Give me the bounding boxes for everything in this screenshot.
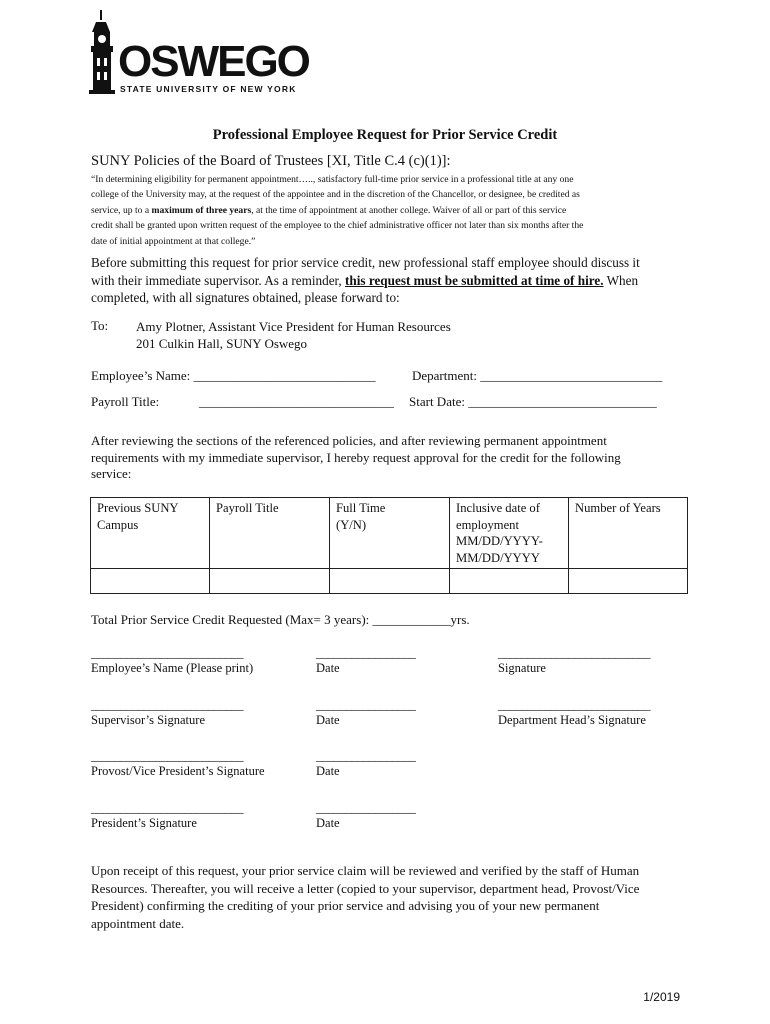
cell-inclusive-dates[interactable] <box>450 569 569 594</box>
logo-wordmark: OSWEGO <box>118 37 309 86</box>
revision-date: 1/2019 <box>643 990 680 1004</box>
quote-line: credit shall be granted upon written request of the employee to the chief administrative officer not later than six months after the <box>91 220 584 232</box>
col-previous-campus: Previous SUNY Campus <box>91 498 210 569</box>
supervisor-signature-label: Supervisor’s Signature <box>91 713 205 727</box>
col-payroll-title: Payroll Title <box>210 498 330 569</box>
time-of-hire-notice: this request must be submitted at time of hire. <box>345 272 604 288</box>
max-three-years: maximum of three years <box>151 204 252 216</box>
total-credit-field[interactable]: Total Prior Service Credit Requested (Max= 3 years): ____________yrs. <box>91 612 470 627</box>
department-field[interactable]: Department: ____________________________ <box>412 368 663 383</box>
payroll-title-field[interactable]: ______________________________ <box>199 394 394 409</box>
page-title: Professional Employee Request for Prior Service Credit <box>212 127 558 143</box>
date-line[interactable]: _________________ <box>316 698 416 712</box>
quote-line: “In determining eligibility for permanent appointment….., satisfactory full-time prior service in a professional title at any one <box>91 174 574 185</box>
recipient-address: Amy Plotner, Assistant Vice President for Human Resources 201 Culkin Hall, SUNY Oswego <box>136 319 451 351</box>
cell-previous-campus[interactable] <box>91 569 210 594</box>
review-paragraph: After reviewing the sections of the referenced policies, and after reviewing permanent appointment requirements with my immediate supervisor, I hereby request approval for the credit for the following service: <box>91 433 621 481</box>
start-date-field[interactable]: Start Date: _____________________________ <box>409 394 657 409</box>
date-label: Date <box>316 764 340 778</box>
prior-service-table <box>90 497 688 594</box>
signature-label: Signature <box>498 661 546 675</box>
date-label: Date <box>316 713 340 727</box>
policy-heading: SUNY Policies of the Board of Trustees [XI, Title C.4 (c)(1)]: <box>91 153 451 169</box>
department-head-signature-label: Department Head’s Signature <box>498 713 646 727</box>
payroll-title-label: Payroll Title: <box>91 394 160 409</box>
quote-line: date of initial appointment at that college.” <box>91 235 256 247</box>
employee-name-line[interactable]: __________________________ <box>91 646 244 660</box>
provost-signature-label: Provost/Vice President’s Signature <box>91 764 265 778</box>
policy-quote <box>91 172 683 249</box>
clock-tower-icon <box>88 8 328 98</box>
date-label: Date <box>316 816 340 830</box>
provost-signature-line[interactable]: __________________________ <box>91 749 244 763</box>
oswego-logo <box>88 8 328 98</box>
table-row <box>91 569 688 594</box>
quote-line: service, up to a maximum of three years, at the time of appointment at another college. Waiver of all or part of this service <box>91 204 567 216</box>
date-label: Date <box>316 661 340 675</box>
president-signature-line[interactable]: __________________________ <box>91 801 244 815</box>
supervisor-signature-line[interactable]: __________________________ <box>91 698 244 712</box>
col-full-time: Full Time (Y/N) <box>330 498 450 569</box>
date-line[interactable]: _________________ <box>316 801 416 815</box>
table-header-row <box>91 498 688 569</box>
cell-payroll-title[interactable] <box>210 569 330 594</box>
signature-line[interactable]: __________________________ <box>498 646 651 660</box>
col-number-of-years: Number of Years <box>569 498 688 569</box>
date-line[interactable]: _________________ <box>316 749 416 763</box>
to-label: To: <box>91 318 109 333</box>
col-inclusive-dates: Inclusive date of employment MM/DD/YYYY- MM/DD/YYYY <box>450 498 569 569</box>
cell-full-time[interactable] <box>330 569 450 594</box>
closing-paragraph: Upon receipt of this request, your prior service claim will be reviewed and verified by the staff of Human Resources. Thereafter, you will receive a letter (copied to your supervisor, department head, Provost/Vice President) confirming the crediting of your prior service and advising you of your new permanent appointment date. <box>91 863 640 931</box>
department-head-signature-line[interactable]: __________________________ <box>498 698 651 712</box>
employee-name-field[interactable]: Employee’s Name: ____________________________ <box>91 368 376 383</box>
intro-paragraph: Before submitting this request for prior service credit, new professional staff employee should discuss it with their immediate supervisor. As a reminder, this request must be submitted at time of hire. When completed, with all signatures obtained, please forward to: <box>91 255 640 305</box>
cell-number-of-years[interactable] <box>569 569 688 594</box>
quote-line: college of the University may, at the request of the appointee and in the discretion of the Chancellor, or designee, be credited as <box>91 189 580 201</box>
logo-subtitle: STATE UNIVERSITY OF NEW YORK <box>120 84 297 94</box>
president-signature-label: President’s Signature <box>91 816 197 830</box>
date-line[interactable]: _________________ <box>316 646 416 660</box>
employee-name-label: Employee’s Name (Please print) <box>91 661 254 675</box>
